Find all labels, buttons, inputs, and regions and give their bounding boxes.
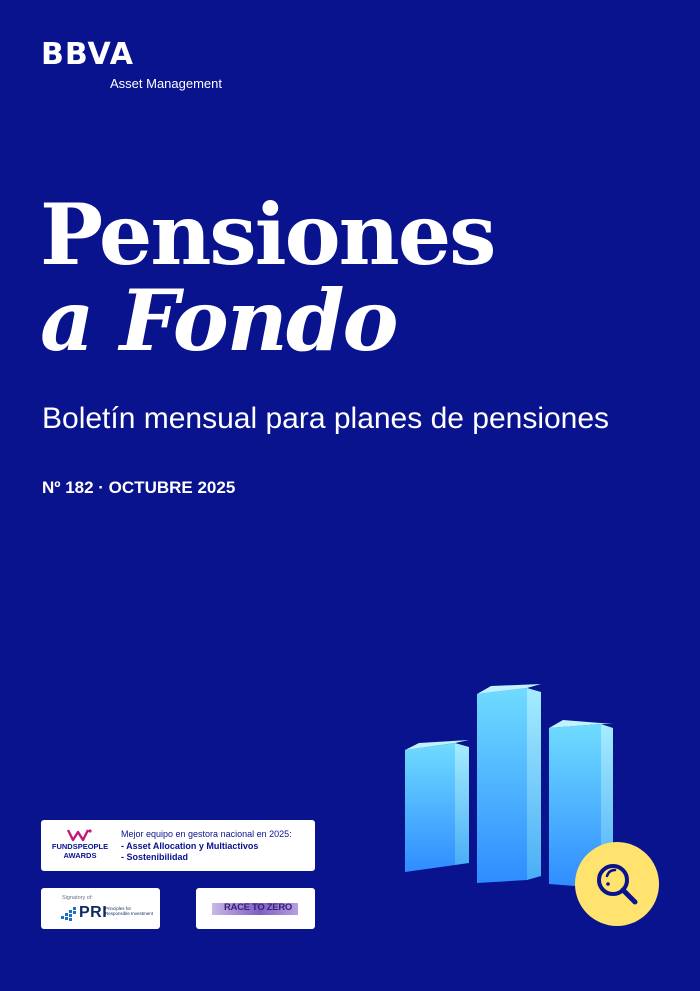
pri-squares-icon (61, 907, 77, 921)
award-description (121, 829, 311, 864)
award-heading: Mejor equipo en gestora nacional en 2025: (121, 829, 292, 839)
brand-logo (41, 37, 223, 91)
chart-bar (405, 740, 469, 872)
chart-bar (477, 684, 541, 883)
issue-number: Nº 182 · OCTUBRE 2025 (42, 478, 236, 497)
bar-chart-3d-icon (395, 680, 665, 930)
pri-description: Principles for Responsible Investment (105, 906, 154, 916)
race-to-zero-badge (196, 888, 315, 929)
title-line-2: a Fondo (40, 271, 397, 370)
title-line-1: Pensiones (40, 185, 495, 284)
race-to-zero-label: RACE TO ZERO (223, 902, 292, 913)
fundspeople-w-icon (67, 828, 93, 842)
bbva-logo: BBVA (41, 37, 134, 72)
award-item: - Asset Allocation y Multiactivos (121, 840, 259, 851)
fundspeople-awards-badge (41, 820, 315, 871)
cover-title (40, 185, 495, 370)
award-item: - Sostenibilidad (121, 852, 189, 862)
fundspeople-logo-line-1: FUNDSPEOPLE (51, 842, 109, 851)
cover-subtitle: Boletín mensual para planes de pensiones (42, 402, 610, 435)
asset-management-label: Asset Management (110, 76, 223, 91)
pri-signatory-label: Signatory of: (62, 895, 93, 901)
fundspeople-logo (49, 828, 111, 860)
magnifier-icon (575, 842, 659, 926)
fundspeople-logo-line-2: AWARDS (63, 851, 97, 860)
pri-wordmark: PRI (79, 904, 108, 921)
pri-signatory-badge (41, 888, 160, 929)
